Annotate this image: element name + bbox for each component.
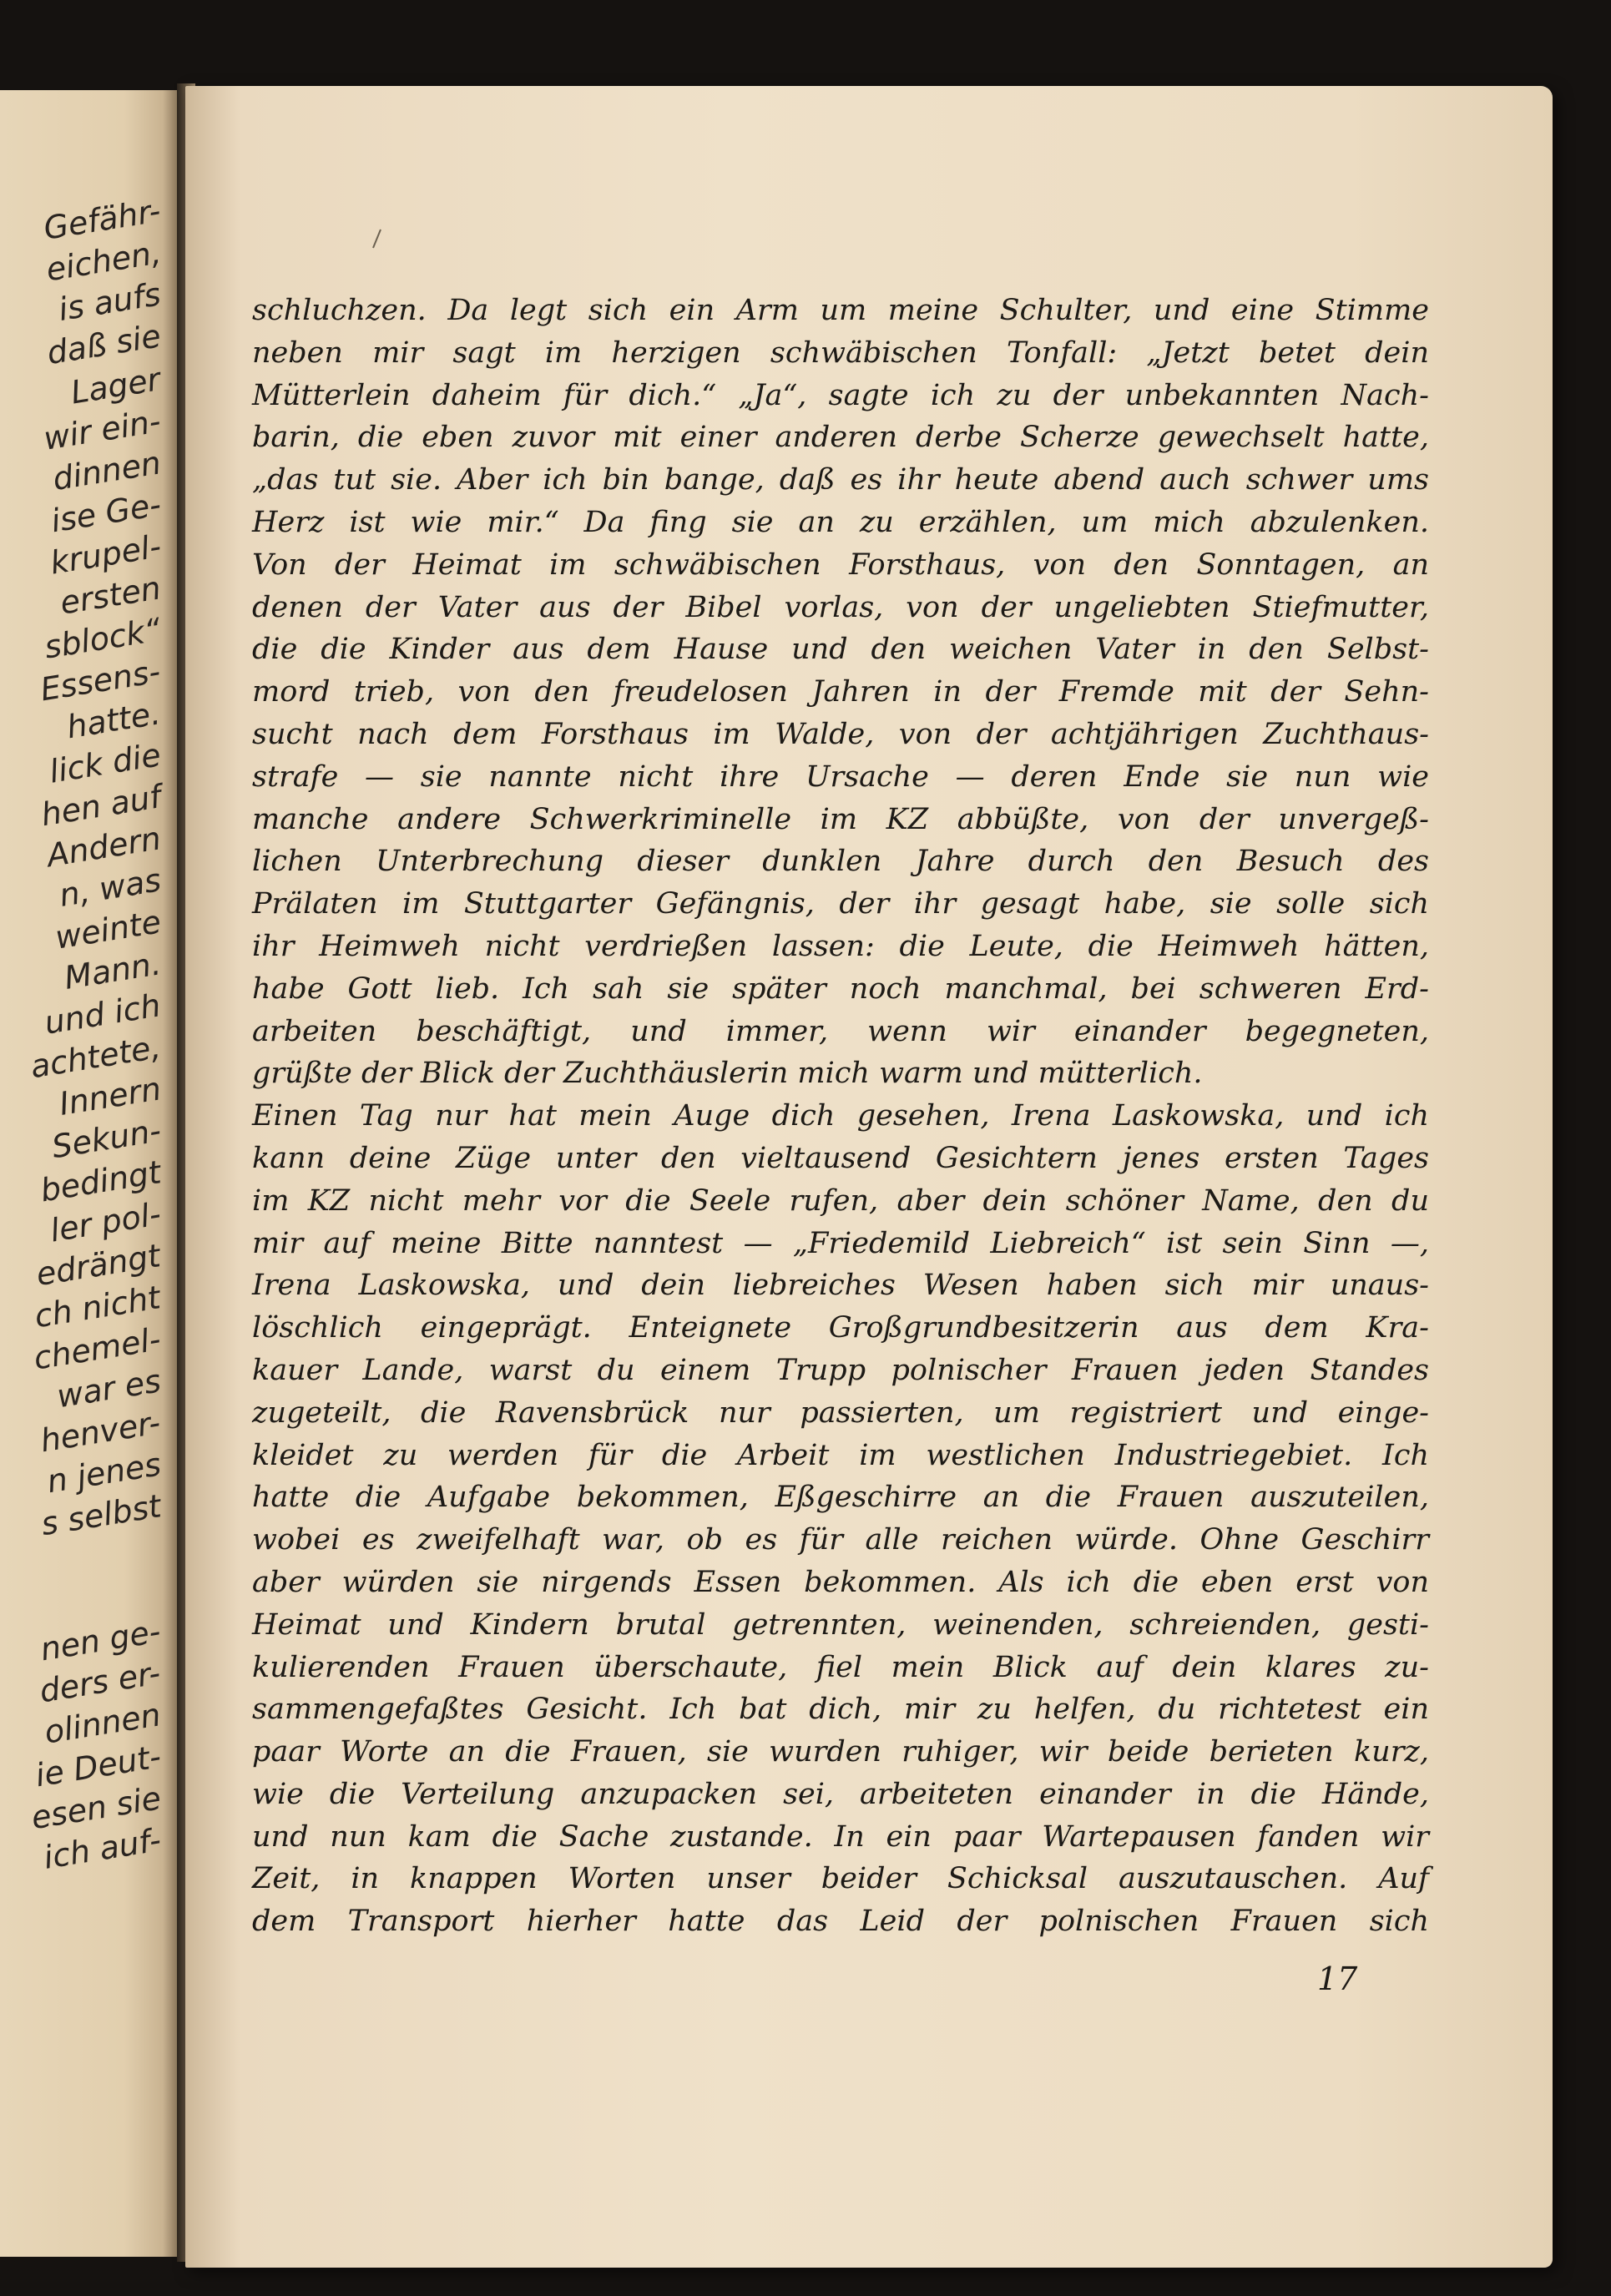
right-page (185, 86, 1553, 2268)
text-line: denen der Vater aus der Bibel vorlas, von der ungeliebten Stiefmutter, (252, 590, 1429, 624)
left-page-fragment: ersten (57, 569, 164, 622)
left-page-fragment: dinnen (49, 444, 164, 498)
text-line: sucht nach dem Forsthaus im Walde, von der achtjährigen Zuchthaus- (252, 717, 1429, 751)
text-line: Irena Laskowska, und dein liebreiches Wesen haben sich mir unaus- (252, 1269, 1429, 1303)
left-page-fragment: ise Ge- (48, 486, 164, 540)
left-page-fragment: s selbst (38, 1487, 164, 1543)
text-line: Mütterlein daheim für dich.“ „Ja“, sagte ich zu der unbekannten Nach- (252, 378, 1429, 412)
left-page-fragment: achtete, (28, 1028, 164, 1086)
left-page-fragment: n jenes (43, 1446, 164, 1501)
left-page-fragment: hen auf (38, 778, 164, 834)
text-line: „das tut sie. Aber ich bin bange, daß es ihr heute abend auch schwer ums (252, 463, 1429, 497)
text-line: kauer Lande, warst du einem Trupp polnischer Frauen jeden Standes (252, 1353, 1429, 1387)
left-page-fragment: eichen, (43, 234, 164, 289)
left-page-fragment: edrängt (33, 1237, 164, 1294)
text-line: wie die Verteilung anzupacken sei, arbeiteten einander in die Hände, (252, 1777, 1429, 1811)
left-page-fragment: olinnen (42, 1696, 164, 1751)
text-line: neben mir sagt im herzigen schwäbischen Tonfall: „Jetzt betet dein (252, 336, 1429, 370)
left-page-edge (0, 90, 177, 2257)
text-line: Heimat und Kindern brutal getrennten, weinenden, schreienden, gesti- (252, 1607, 1429, 1642)
left-page-fragment: nen ge- (38, 1612, 164, 1668)
text-line: Prälaten im Stuttgarter Gefängnis, der ihr gesagt habe, sie solle sich (252, 887, 1429, 921)
left-page-fragment: ich auf- (40, 1821, 164, 1876)
left-page-fragment: chemel- (31, 1320, 164, 1377)
text-line: mir auf meine Bitte nanntest — „Friedemild Liebreich“ ist sein Sinn —, (252, 1226, 1429, 1260)
text-line: Von der Heimat im schwäbischen Forsthaus, von den Sonntagen, an (252, 548, 1429, 582)
left-page-fragment: Sekun- (48, 1112, 164, 1166)
left-page-fragment: ch nicht (32, 1279, 164, 1335)
text-line: lichen Unterbrechung dieser dunklen Jahre durch den Besuch des (252, 845, 1429, 879)
text-line: Zeit, in knappen Worten unser beider Schicksal auszutauschen. Auf (252, 1862, 1429, 1896)
text-line: und nun kam die Sache zustande. In ein paar Wartepausen fanden wir (252, 1819, 1429, 1854)
left-page-fragment: Lager (68, 361, 164, 411)
text-line: dem Transport hierher hatte das Leid der polnischen Frauen sich (252, 1905, 1429, 1939)
left-page-fragment: war es (53, 1362, 164, 1415)
left-page-fragment: weinte (52, 903, 164, 956)
left-page-fragment: henver- (38, 1404, 164, 1460)
text-line: wobei es zweifelhaft war, ob es für alle reichen würde. Ohne Geschirr (252, 1523, 1429, 1557)
text-line: sammengefaßtes Gesicht. Ich bat dich, mir zu helfen, du richtetest ein (252, 1693, 1429, 1727)
left-page-fragment: Essens- (38, 653, 164, 709)
left-page-fragment: esen sie (28, 1779, 164, 1837)
pencil-mark (371, 228, 382, 250)
left-page-fragment: daß sie (44, 317, 164, 372)
text-line: kleidet zu werden für die Arbeit im westlichen Industriegebiet. Ich (252, 1438, 1429, 1472)
text-line: kulierenden Frauen überschaute, fiel mein Blick auf dein klares zu- (252, 1650, 1429, 1684)
text-line: aber würden sie nirgends Essen bekommen. Als ich die eben erst von (252, 1565, 1429, 1599)
left-page-fragment: sblock“ (41, 611, 164, 666)
left-page-fragment: n, was (56, 861, 164, 914)
text-line: barin, die eben zuvor mit einer anderen derbe Scherze gewechselt hatte, (252, 421, 1429, 455)
text-line: zugeteilt, die Ravensbrück nur passierten, um registriert und einge- (252, 1395, 1429, 1430)
left-page-fragment: is aufs (56, 275, 164, 328)
left-page-fragment: lick die (47, 736, 164, 790)
text-line: habe Gott lieb. Ich sah sie später noch manchmal, bei schweren Erd- (252, 971, 1429, 1006)
text-line: kann deine Züge unter den vieltausend Gesichtern jenes ersten Tages (252, 1141, 1429, 1175)
left-page-fragment: Mann. (61, 945, 164, 997)
body-text (252, 290, 1429, 1943)
left-page-fragment: hatte. (64, 694, 164, 746)
text-line: manche andere Schwerkriminelle im KZ abbüßte, von der unvergeß- (252, 802, 1429, 836)
text-line: löschlich eingeprägt. Enteignete Großgrundbesitzerin aus dem Kra- (252, 1311, 1429, 1345)
left-page-fragment: ler pol- (47, 1195, 164, 1249)
text-line: Herz ist wie mir.“ Da fing sie an zu erzählen, um mich abzulenken. (252, 505, 1429, 539)
left-page-fragment: bedingt (38, 1153, 164, 1209)
text-line: paar Worte an die Frauen, sie wurden ruhiger, wir beide berieten kurz, (252, 1735, 1429, 1769)
text-line: ihr Heimweh nicht verdrießen lassen: die Leute, die Heimweh hätten, (252, 929, 1429, 963)
left-page-fragment: und ich (42, 987, 164, 1042)
text-line: Einen Tag nur hat mein Auge dich gesehen, Irena Laskowska, und ich (252, 1099, 1429, 1133)
text-line: mord trieb, von den freudelosen Jahren in der Fremde mit der Sehn- (252, 675, 1429, 709)
text-line: im KZ nicht mehr vor die Seele rufen, aber dein schöner Name, den du (252, 1183, 1429, 1218)
text-line: arbeiten beschäftigt, und immer, wenn wir einander begegneten, (252, 1014, 1429, 1048)
page-number: 17 (1317, 1960, 1358, 1997)
text-line: schluchzen. Da legt sich ein Arm um meine Schulter, und eine Stimme (252, 294, 1429, 327)
left-page-fragment: wir ein- (41, 402, 164, 457)
text-line: grüßte der Blick der Zuchthäuslerin mich warm und mütterlich. (252, 1057, 1203, 1091)
text-line: hatte die Aufgabe bekommen, Eßgeschirre an die Frauen auszuteilen, (252, 1481, 1429, 1515)
left-page-fragment: krupel- (47, 527, 164, 582)
text-line: strafe — sie nannte nicht ihre Ursache — deren Ende sie nun wie (252, 759, 1429, 794)
left-page-fragment: Innern (56, 1070, 164, 1123)
left-page-fragment: ders er- (37, 1654, 164, 1710)
left-page-fragment: ie Deut- (33, 1738, 164, 1794)
left-page-fragment: Gefähr- (41, 192, 164, 247)
text-line: die die Kinder aus dem Hause und den weichen Vater in den Selbst- (252, 633, 1429, 667)
left-page-fragment: Andern (43, 820, 164, 875)
